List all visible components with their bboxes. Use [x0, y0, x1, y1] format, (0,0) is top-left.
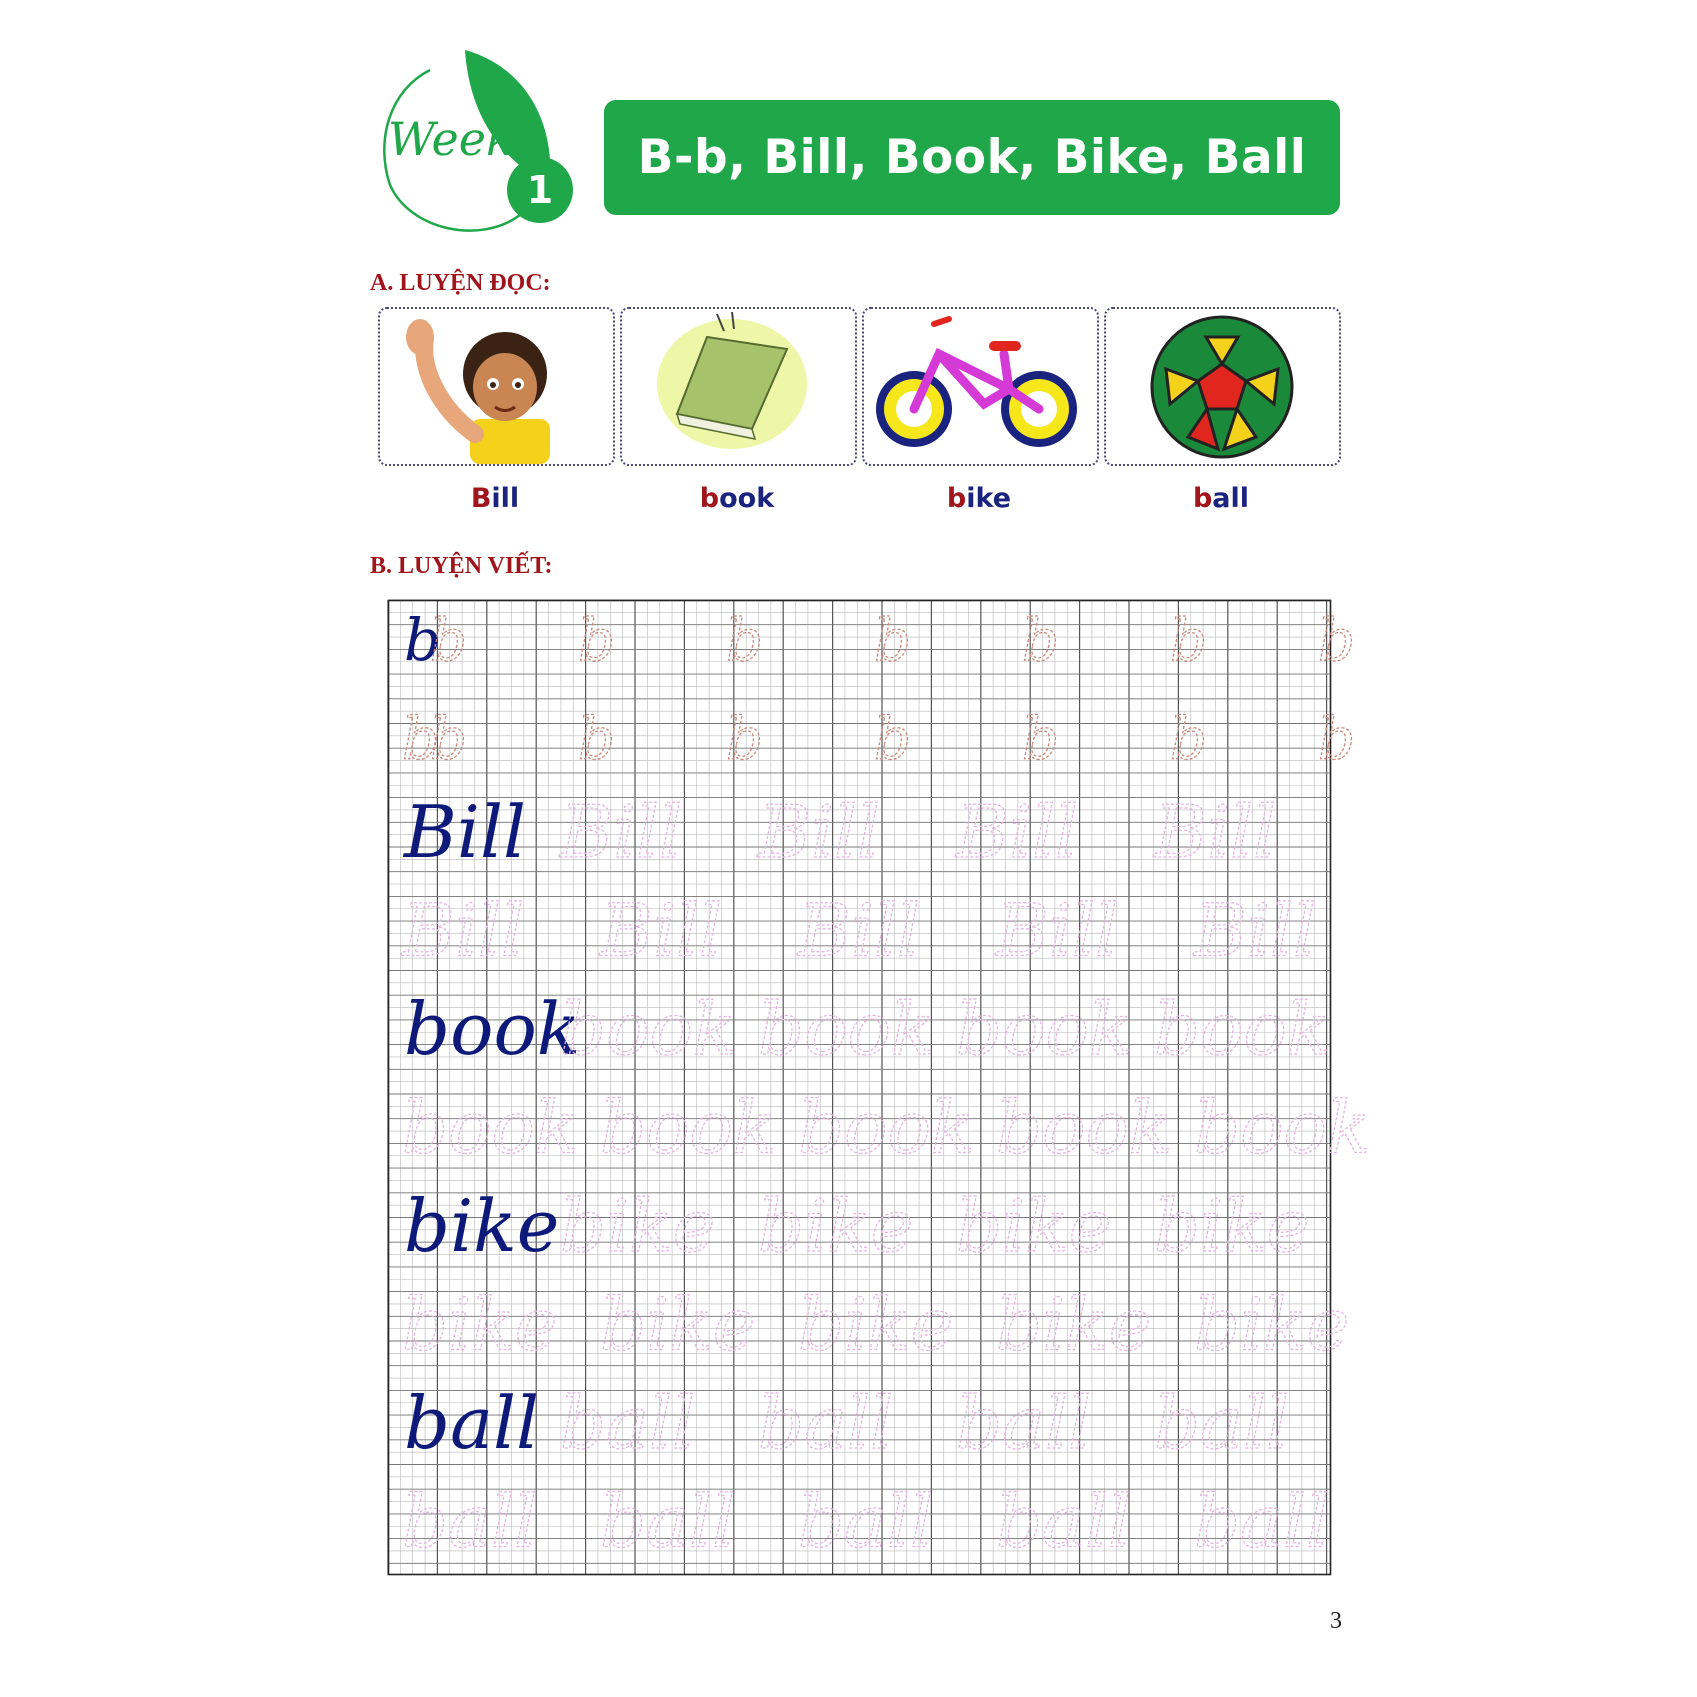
word-initial: b: [946, 483, 967, 514]
section-b-heading: B. LUYỆN VIẾT:: [370, 553, 553, 579]
tracing-word: ball: [758, 1381, 894, 1465]
tracing-word: bike: [798, 1282, 954, 1367]
tracing-word: b: [430, 704, 468, 773]
word-rest: ill: [491, 483, 520, 514]
ball-icon: [1106, 309, 1339, 464]
tracing-word: book: [758, 987, 935, 1071]
tracing-word: ball: [1154, 1381, 1290, 1465]
word-label-ball: [1101, 483, 1341, 514]
tracing-word: b: [1022, 606, 1060, 674]
word-label-book: [617, 483, 857, 514]
tracing-word: book: [1194, 1085, 1371, 1170]
title-banner: [604, 100, 1340, 215]
model-word: bike: [404, 1184, 560, 1268]
model-word: Bill: [404, 790, 526, 874]
book-icon: [622, 309, 855, 464]
tracing-word: b: [874, 606, 912, 674]
tracing-word: bike: [1154, 1184, 1310, 1268]
tracing-word: book: [402, 1085, 579, 1170]
tracing-word: Bill: [1194, 888, 1316, 973]
week-label: Week: [388, 112, 514, 166]
tracing-word: b: [1318, 704, 1356, 773]
bike-icon: [864, 309, 1097, 464]
tracing-word: bike: [402, 1282, 558, 1367]
tracing-word: b: [1170, 606, 1208, 674]
tracing-word: b: [1318, 606, 1356, 674]
model-word: book: [404, 987, 581, 1071]
model-word: ball: [404, 1381, 540, 1465]
tracing-word: ball: [956, 1381, 1092, 1465]
tracing-word: ball: [996, 1479, 1132, 1564]
week-badge: [370, 45, 585, 240]
picture-card-bill: [378, 307, 615, 466]
word-initial: b: [699, 483, 720, 514]
word-initial: b: [1192, 483, 1213, 514]
tracing-word: ball: [402, 1479, 538, 1564]
tracing-word: ball: [798, 1479, 934, 1564]
tracing-word: b: [874, 704, 912, 773]
tracing-word: Bill: [1154, 790, 1276, 874]
word-rest: ike: [966, 483, 1012, 514]
tracing-word: b: [430, 606, 468, 674]
tracing-word: book: [798, 1085, 975, 1170]
tracing-word: Bill: [600, 888, 722, 973]
tracing-word: Bill: [996, 888, 1118, 973]
tracing-word: b: [726, 606, 764, 674]
tracing-word: bike: [996, 1282, 1152, 1367]
tracing-word: ball: [560, 1381, 696, 1465]
tracing-word: ball: [600, 1479, 736, 1564]
boy-waving-icon: [380, 309, 613, 464]
tracing-word: b: [402, 704, 440, 773]
tracing-word: bike: [1194, 1282, 1350, 1367]
tracing-word: Bill: [956, 790, 1078, 874]
tracing-word: ball: [1194, 1479, 1330, 1564]
tracing-word: book: [956, 987, 1133, 1071]
model-word: b: [404, 606, 442, 674]
tracing-word: b: [1022, 704, 1060, 773]
week-number: 1: [526, 168, 554, 212]
page-number: 3: [1330, 1608, 1342, 1634]
picture-card-bike: [862, 307, 1099, 466]
tracing-word: b: [578, 606, 616, 674]
tracing-word: book: [996, 1085, 1173, 1170]
word-label-bill: [375, 483, 615, 514]
writing-grid[interactable]: [388, 600, 1371, 1575]
section-a-heading: A. LUYỆN ĐỌC:: [370, 270, 551, 296]
word-rest: all: [1212, 483, 1250, 514]
tracing-word: bike: [956, 1184, 1112, 1268]
page-title: B-b, Bill, Book, Bike, Ball: [637, 130, 1307, 185]
tracing-word: Bill: [758, 790, 880, 874]
picture-card-ball: [1104, 307, 1341, 466]
tracing-word: book: [1154, 987, 1331, 1071]
word-rest: ook: [719, 483, 775, 514]
tracing-word: book: [600, 1085, 777, 1170]
tracing-word: b: [1170, 704, 1208, 773]
tracing-word: bike: [560, 1184, 716, 1268]
tracing-word: Bill: [402, 888, 524, 973]
tracing-word: bike: [758, 1184, 914, 1268]
tracing-word: b: [578, 704, 616, 773]
word-initial: B: [470, 483, 492, 514]
word-label-bike: [859, 483, 1099, 514]
tracing-word: book: [560, 987, 737, 1071]
tracing-word: bike: [600, 1282, 756, 1367]
picture-card-book: [620, 307, 857, 466]
tracing-word: Bill: [560, 790, 682, 874]
tracing-word: b: [726, 704, 764, 773]
tracing-word: Bill: [798, 888, 920, 973]
